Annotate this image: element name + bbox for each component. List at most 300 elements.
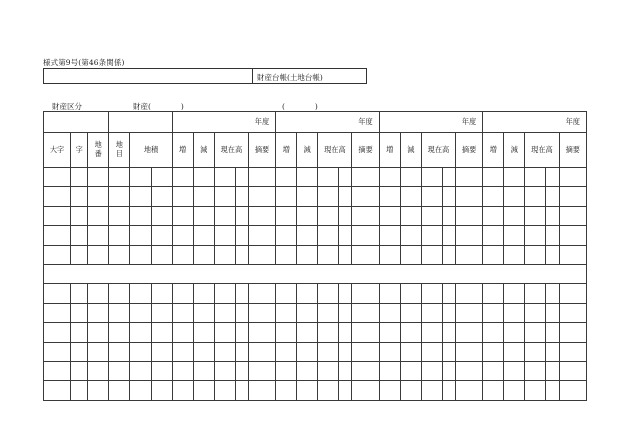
ledger-cell[interactable] <box>193 323 214 342</box>
ledger-cell[interactable] <box>235 342 248 361</box>
ledger-cell[interactable] <box>379 342 400 361</box>
ledger-cell[interactable] <box>297 187 318 206</box>
ledger-cell[interactable] <box>109 381 130 401</box>
ledger-cell[interactable] <box>559 342 586 361</box>
ledger-cell[interactable] <box>483 362 504 381</box>
ledger-cell[interactable] <box>318 167 339 186</box>
ledger-cell[interactable] <box>109 226 130 245</box>
ledger-cell[interactable] <box>151 226 172 245</box>
ledger-cell[interactable] <box>339 342 352 361</box>
ledger-cell[interactable] <box>172 167 193 186</box>
title-divider <box>252 69 253 83</box>
ledger-cell[interactable] <box>379 284 400 303</box>
header-blank-cell <box>109 112 172 133</box>
ledger-cell[interactable] <box>130 187 151 206</box>
ledger-cell[interactable] <box>483 381 504 401</box>
ledger-cell[interactable] <box>339 381 352 401</box>
ledger-cell[interactable] <box>276 323 297 342</box>
ledger-cell[interactable] <box>71 303 88 322</box>
ledger-cell[interactable] <box>130 167 151 186</box>
ledger-cell[interactable] <box>172 226 193 245</box>
ledger-cell[interactable] <box>109 206 130 225</box>
ledger-cell[interactable] <box>421 362 442 381</box>
ledger-cell[interactable] <box>248 323 275 342</box>
ledger-cell[interactable] <box>546 167 559 186</box>
ledger-cell[interactable] <box>248 342 275 361</box>
ledger-cell[interactable] <box>546 303 559 322</box>
ledger-cell[interactable] <box>276 245 297 264</box>
ledger-cell[interactable] <box>559 245 586 264</box>
ledger-cell[interactable] <box>400 245 421 264</box>
ledger-cell[interactable] <box>248 362 275 381</box>
ledger-cell[interactable] <box>172 323 193 342</box>
ledger-cell[interactable] <box>525 167 546 186</box>
col-header-chiseki: 地積 <box>130 132 172 167</box>
ledger-cell[interactable] <box>248 167 275 186</box>
ledger-cell[interactable] <box>379 206 400 225</box>
ledger-cell[interactable] <box>276 206 297 225</box>
ledger-cell[interactable] <box>421 342 442 361</box>
ledger-cell[interactable] <box>44 167 71 186</box>
ledger-cell[interactable] <box>193 167 214 186</box>
ledger-cell[interactable] <box>483 187 504 206</box>
ledger-cell[interactable] <box>483 226 504 245</box>
ledger-cell[interactable] <box>456 362 483 381</box>
ledger-cell[interactable] <box>44 206 71 225</box>
ledger-cell[interactable] <box>456 187 483 206</box>
ledger-cell[interactable] <box>318 206 339 225</box>
ledger-cell[interactable] <box>456 342 483 361</box>
ledger-cell[interactable] <box>318 362 339 381</box>
ledger-cell[interactable] <box>235 284 248 303</box>
ledger-cell[interactable] <box>442 381 455 401</box>
ledger-cell[interactable] <box>172 381 193 401</box>
ledger-cell[interactable] <box>559 362 586 381</box>
ledger-cell[interactable] <box>130 226 151 245</box>
year-header: 年度 <box>276 112 380 133</box>
ledger-cell[interactable] <box>235 362 248 381</box>
ledger-cell[interactable] <box>352 362 379 381</box>
ledger-cell[interactable] <box>172 362 193 381</box>
year-header: 年度 <box>379 112 483 133</box>
ledger-cell[interactable] <box>456 167 483 186</box>
ledger-cell[interactable] <box>442 226 455 245</box>
ledger-cell[interactable] <box>248 303 275 322</box>
ledger-cell[interactable] <box>44 342 71 361</box>
ledger-cell[interactable] <box>248 206 275 225</box>
ledger-cell[interactable] <box>71 226 88 245</box>
ledger-cell[interactable] <box>525 342 546 361</box>
ledger-cell[interactable] <box>525 226 546 245</box>
ledger-cell[interactable] <box>504 284 525 303</box>
ledger-cell[interactable] <box>109 167 130 186</box>
col-header-aza: 字 <box>71 132 88 167</box>
ledger-cell[interactable] <box>88 187 109 206</box>
ledger-cell[interactable] <box>352 323 379 342</box>
ledger-cell[interactable] <box>214 381 235 401</box>
ledger-cell[interactable] <box>71 206 88 225</box>
ledger-cell[interactable] <box>318 187 339 206</box>
ledger-cell[interactable] <box>456 284 483 303</box>
ledger-cell[interactable] <box>456 381 483 401</box>
ledger-cell[interactable] <box>297 342 318 361</box>
ledger-cell[interactable] <box>559 167 586 186</box>
ledger-cell[interactable] <box>214 362 235 381</box>
ledger-cell[interactable] <box>504 167 525 186</box>
ledger-cell[interactable] <box>248 381 275 401</box>
ledger-cell[interactable] <box>88 167 109 186</box>
ledger-cell[interactable] <box>379 245 400 264</box>
ledger-cell[interactable] <box>214 303 235 322</box>
ledger-cell[interactable] <box>297 206 318 225</box>
ledger-cell[interactable] <box>379 362 400 381</box>
ledger-cell[interactable] <box>276 226 297 245</box>
ledger-cell[interactable] <box>318 226 339 245</box>
ledger-cell[interactable] <box>44 187 71 206</box>
ledger-cell[interactable] <box>546 323 559 342</box>
ledger-cell[interactable] <box>109 284 130 303</box>
ledger-cell[interactable] <box>276 381 297 401</box>
ledger-cell[interactable] <box>339 167 352 186</box>
ledger-cell[interactable] <box>525 284 546 303</box>
ledger-cell[interactable] <box>130 245 151 264</box>
ledger-cell[interactable] <box>421 303 442 322</box>
ledger-cell[interactable] <box>172 303 193 322</box>
ledger-cell[interactable] <box>400 323 421 342</box>
ledger-cell[interactable] <box>352 303 379 322</box>
ledger-cell[interactable] <box>352 167 379 186</box>
ledger-cell[interactable] <box>456 206 483 225</box>
ledger-cell[interactable] <box>297 362 318 381</box>
ledger-cell[interactable] <box>483 284 504 303</box>
ledger-cell[interactable] <box>525 381 546 401</box>
ledger-cell[interactable] <box>421 226 442 245</box>
ledger-cell[interactable] <box>235 187 248 206</box>
ledger-cell[interactable] <box>44 303 71 322</box>
ledger-cell[interactable] <box>71 362 88 381</box>
ledger-cell[interactable] <box>235 245 248 264</box>
ledger-cell[interactable] <box>400 362 421 381</box>
ledger-cell[interactable] <box>276 303 297 322</box>
ledger-cell[interactable] <box>442 284 455 303</box>
ledger-cell[interactable] <box>442 362 455 381</box>
ledger-cell[interactable] <box>71 187 88 206</box>
ledger-cell[interactable] <box>421 284 442 303</box>
ledger-cell[interactable] <box>400 303 421 322</box>
ledger-cell[interactable] <box>235 381 248 401</box>
ledger-cell[interactable] <box>193 284 214 303</box>
ledger-cell[interactable] <box>456 303 483 322</box>
ledger-cell[interactable] <box>318 381 339 401</box>
ledger-cell[interactable] <box>130 206 151 225</box>
ledger-cell[interactable] <box>525 362 546 381</box>
ledger-cell[interactable] <box>88 245 109 264</box>
ledger-cell[interactable] <box>109 187 130 206</box>
ledger-cell[interactable] <box>130 284 151 303</box>
ledger-cell[interactable] <box>559 303 586 322</box>
ledger-cell[interactable] <box>88 381 109 401</box>
ledger-cell[interactable] <box>352 226 379 245</box>
ledger-cell[interactable] <box>71 245 88 264</box>
ledger-cell[interactable] <box>88 323 109 342</box>
ledger-cell[interactable] <box>248 226 275 245</box>
ledger-cell[interactable] <box>88 362 109 381</box>
ledger-cell[interactable] <box>400 167 421 186</box>
ledger-cell[interactable] <box>339 206 352 225</box>
ledger-cell[interactable] <box>442 167 455 186</box>
ledger-cell[interactable] <box>504 245 525 264</box>
ledger-cell[interactable] <box>559 226 586 245</box>
ledger-cell[interactable] <box>483 245 504 264</box>
ledger-cell[interactable] <box>130 381 151 401</box>
ledger-cell[interactable] <box>379 187 400 206</box>
ledger-cell[interactable] <box>130 362 151 381</box>
ledger-cell[interactable] <box>504 303 525 322</box>
ledger-cell[interactable] <box>483 303 504 322</box>
ledger-cell[interactable] <box>297 284 318 303</box>
col-header-remarks: 摘要 <box>559 132 586 167</box>
ledger-cell[interactable] <box>193 362 214 381</box>
ledger-cell[interactable] <box>504 342 525 361</box>
ledger-cell[interactable] <box>504 206 525 225</box>
ledger-cell[interactable] <box>400 342 421 361</box>
ledger-cell[interactable] <box>442 342 455 361</box>
ledger-cell[interactable] <box>214 245 235 264</box>
ledger-cell[interactable] <box>214 284 235 303</box>
ledger-cell[interactable] <box>352 206 379 225</box>
ledger-cell[interactable] <box>297 226 318 245</box>
ledger-cell[interactable] <box>193 206 214 225</box>
ledger-cell[interactable] <box>525 245 546 264</box>
ledger-cell[interactable] <box>235 323 248 342</box>
ledger-cell[interactable] <box>130 342 151 361</box>
ledger-cell[interactable] <box>525 323 546 342</box>
ledger-cell[interactable] <box>193 226 214 245</box>
ledger-cell[interactable] <box>44 381 71 401</box>
ledger-cell[interactable] <box>318 303 339 322</box>
ledger-cell[interactable] <box>559 284 586 303</box>
col-header-current: 現在高 <box>318 132 352 167</box>
ledger-cell[interactable] <box>352 245 379 264</box>
ledger-cell[interactable] <box>456 226 483 245</box>
ledger-cell[interactable] <box>352 284 379 303</box>
ledger-cell[interactable] <box>339 362 352 381</box>
ledger-cell[interactable] <box>379 303 400 322</box>
ledger-cell[interactable] <box>400 226 421 245</box>
ledger-cell[interactable] <box>88 206 109 225</box>
ledger-cell[interactable] <box>193 342 214 361</box>
ledger-cell[interactable] <box>193 381 214 401</box>
ledger-cell[interactable] <box>214 226 235 245</box>
ledger-cell[interactable] <box>559 187 586 206</box>
ledger-cell[interactable] <box>318 323 339 342</box>
ledger-cell[interactable] <box>151 187 172 206</box>
ledger-cell[interactable] <box>235 303 248 322</box>
ledger-cell[interactable] <box>456 245 483 264</box>
ledger-cell[interactable] <box>276 187 297 206</box>
ledger-cell[interactable] <box>276 362 297 381</box>
ledger-cell[interactable] <box>151 362 172 381</box>
ledger-cell[interactable] <box>151 381 172 401</box>
ledger-cell[interactable] <box>172 187 193 206</box>
ledger-cell[interactable] <box>442 206 455 225</box>
ledger-cell[interactable] <box>559 323 586 342</box>
ledger-cell[interactable] <box>421 245 442 264</box>
ledger-cell[interactable] <box>276 342 297 361</box>
separator-cell <box>44 264 587 283</box>
ledger-cell[interactable] <box>193 245 214 264</box>
ledger-cell[interactable] <box>400 187 421 206</box>
ledger-cell[interactable] <box>44 284 71 303</box>
ledger-cell[interactable] <box>193 187 214 206</box>
ledger-cell[interactable] <box>248 284 275 303</box>
table-row <box>44 167 587 186</box>
ledger-cell[interactable] <box>71 323 88 342</box>
ledger-cell[interactable] <box>276 167 297 186</box>
ledger-cell[interactable] <box>71 284 88 303</box>
ledger-cell[interactable] <box>318 245 339 264</box>
ledger-cell[interactable] <box>546 206 559 225</box>
ledger-cell[interactable] <box>214 187 235 206</box>
ledger-cell[interactable] <box>442 303 455 322</box>
ledger-cell[interactable] <box>546 381 559 401</box>
ledger-cell[interactable] <box>379 323 400 342</box>
ledger-cell[interactable] <box>214 206 235 225</box>
ledger-cell[interactable] <box>172 245 193 264</box>
ledger-cell[interactable] <box>297 381 318 401</box>
ledger-cell[interactable] <box>546 245 559 264</box>
ledger-cell[interactable] <box>483 206 504 225</box>
ledger-cell[interactable] <box>71 342 88 361</box>
ledger-cell[interactable] <box>504 323 525 342</box>
ledger-cell[interactable] <box>44 323 71 342</box>
ledger-cell[interactable] <box>235 206 248 225</box>
ledger-cell[interactable] <box>297 323 318 342</box>
ledger-cell[interactable] <box>172 342 193 361</box>
ledger-cell[interactable] <box>44 245 71 264</box>
ledger-cell[interactable] <box>109 342 130 361</box>
ledger-cell[interactable] <box>88 226 109 245</box>
col-header-decrease: 減 <box>400 132 421 167</box>
ledger-cell[interactable] <box>421 167 442 186</box>
ledger-cell[interactable] <box>379 226 400 245</box>
ledger-cell[interactable] <box>546 226 559 245</box>
ledger-cell[interactable] <box>546 187 559 206</box>
ledger-cell[interactable] <box>421 206 442 225</box>
ledger-cell[interactable] <box>339 323 352 342</box>
ledger-cell[interactable] <box>109 323 130 342</box>
ledger-cell[interactable] <box>297 303 318 322</box>
col-header-chimoku: 地目 <box>109 132 130 167</box>
ledger-cell[interactable] <box>456 323 483 342</box>
ledger-cell[interactable] <box>276 284 297 303</box>
ledger-cell[interactable] <box>109 362 130 381</box>
ledger-cell[interactable] <box>318 342 339 361</box>
ledger-cell[interactable] <box>248 187 275 206</box>
ledger-cell[interactable] <box>504 381 525 401</box>
ledger-cell[interactable] <box>352 187 379 206</box>
ledger-cell[interactable] <box>151 284 172 303</box>
ledger-cell[interactable] <box>248 245 275 264</box>
ledger-cell[interactable] <box>71 381 88 401</box>
ledger-cell[interactable] <box>151 206 172 225</box>
ledger-cell[interactable] <box>151 342 172 361</box>
ledger-cell[interactable] <box>559 381 586 401</box>
ledger-cell[interactable] <box>442 323 455 342</box>
ledger-cell[interactable] <box>339 284 352 303</box>
ledger-cell[interactable] <box>442 187 455 206</box>
col-header-decrease: 減 <box>193 132 214 167</box>
ledger-cell[interactable] <box>525 303 546 322</box>
ledger-cell[interactable] <box>352 342 379 361</box>
ledger-cell[interactable] <box>504 226 525 245</box>
ledger-cell[interactable] <box>214 323 235 342</box>
table-row <box>44 342 587 361</box>
ledger-cell[interactable] <box>421 381 442 401</box>
ledger-cell[interactable] <box>546 284 559 303</box>
ledger-cell[interactable] <box>483 342 504 361</box>
ledger-cell[interactable] <box>297 167 318 186</box>
ledger-cell[interactable] <box>483 167 504 186</box>
ledger-cell[interactable] <box>421 187 442 206</box>
ledger-cell[interactable] <box>44 226 71 245</box>
ledger-cell[interactable] <box>109 303 130 322</box>
ledger-cell[interactable] <box>235 167 248 186</box>
ledger-cell[interactable] <box>172 206 193 225</box>
ledger-cell[interactable] <box>339 187 352 206</box>
ledger-cell[interactable] <box>88 303 109 322</box>
ledger-cell[interactable] <box>71 167 88 186</box>
ledger-cell[interactable] <box>151 303 172 322</box>
ledger-cell[interactable] <box>352 381 379 401</box>
ledger-cell[interactable] <box>421 323 442 342</box>
ledger-cell[interactable] <box>546 362 559 381</box>
ledger-cell[interactable] <box>339 303 352 322</box>
ledger-cell[interactable] <box>504 187 525 206</box>
ledger-cell[interactable] <box>504 362 525 381</box>
ledger-cell[interactable] <box>339 226 352 245</box>
ledger-cell[interactable] <box>525 187 546 206</box>
ledger-cell[interactable] <box>339 245 352 264</box>
ledger-cell[interactable] <box>172 284 193 303</box>
ledger-cell[interactable] <box>400 206 421 225</box>
ledger-cell[interactable] <box>525 206 546 225</box>
ledger-cell[interactable] <box>400 284 421 303</box>
ledger-cell[interactable] <box>44 362 71 381</box>
ledger-cell[interactable] <box>151 167 172 186</box>
ledger-cell[interactable] <box>151 323 172 342</box>
ledger-cell[interactable] <box>559 206 586 225</box>
ledger-cell[interactable] <box>400 381 421 401</box>
ledger-cell[interactable] <box>109 245 130 264</box>
ledger-cell[interactable] <box>130 303 151 322</box>
ledger-cell[interactable] <box>235 226 248 245</box>
ledger-cell[interactable] <box>318 284 339 303</box>
ledger-cell[interactable] <box>483 323 504 342</box>
ledger-cell[interactable] <box>546 342 559 361</box>
ledger-cell[interactable] <box>130 323 151 342</box>
ledger-cell[interactable] <box>193 303 214 322</box>
ledger-cell[interactable] <box>379 381 400 401</box>
ledger-cell[interactable] <box>88 284 109 303</box>
ledger-cell[interactable] <box>379 167 400 186</box>
ledger-cell[interactable] <box>442 245 455 264</box>
ledger-cell[interactable] <box>88 342 109 361</box>
ledger-cell[interactable] <box>151 245 172 264</box>
ledger-cell[interactable] <box>214 342 235 361</box>
ledger-cell[interactable] <box>214 167 235 186</box>
ledger-cell[interactable] <box>297 245 318 264</box>
